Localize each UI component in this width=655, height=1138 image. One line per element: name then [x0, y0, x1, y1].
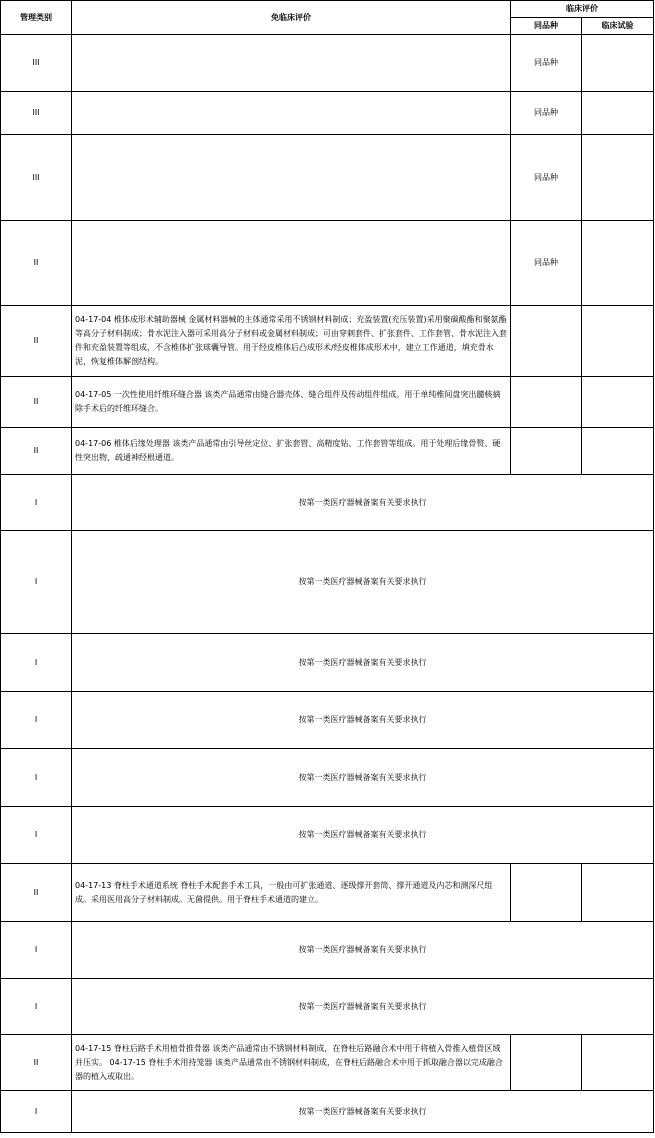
filing-requirement-cell: 按第一类医疗器械备案有关要求执行 [72, 922, 654, 979]
table-row [1, 35, 654, 92]
header-exempt: 免临床评价 [72, 1, 511, 35]
category-cell: I [1, 531, 72, 634]
table-row [1, 377, 654, 428]
same-type-cell: 同品种 [511, 35, 582, 92]
header-same-type: 同品种 [511, 18, 582, 35]
table-row [1, 634, 654, 692]
trial-cell [582, 428, 654, 475]
table-row [1, 749, 654, 807]
category-cell: III [1, 92, 72, 135]
header-category: 管理类别 [1, 1, 72, 35]
evaluation-cell: 04-17-15 脊柱后路手术用植骨推骨器 该类产品通常由不锈钢材料制成，在脊柱后路融合术中用于将植入骨推入植骨区域并压实。 04-17-15 脊柱手术用持笼器 该类产品通常由不锈钢材料制成，在脊柱后路融合术中用于抓取融合器以完成融合器的植入或取出。 [72, 1035, 511, 1091]
filing-requirement-cell: 按第一类医疗器械备案有关要求执行 [72, 749, 654, 807]
category-cell: III [1, 35, 72, 92]
table-row [1, 531, 654, 634]
category-cell: II [1, 1035, 72, 1091]
filing-requirement-cell: 按第一类医疗器械备案有关要求执行 [72, 475, 654, 531]
table-row [1, 92, 654, 135]
evaluation-cell [72, 135, 511, 221]
same-type-cell [511, 306, 582, 377]
table-row [1, 979, 654, 1035]
same-type-cell: 同品种 [511, 221, 582, 306]
category-cell: II [1, 428, 72, 475]
table-row [1, 1091, 654, 1133]
same-type-cell: 同品种 [511, 92, 582, 135]
filing-requirement-cell: 按第一类医疗器械备案有关要求执行 [72, 634, 654, 692]
category-cell: III [1, 135, 72, 221]
trial-cell [582, 35, 654, 92]
trial-cell [582, 1035, 654, 1091]
table-row [1, 864, 654, 922]
same-type-cell [511, 428, 582, 475]
table-row [1, 475, 654, 531]
table-row [1, 135, 654, 221]
category-cell: II [1, 306, 72, 377]
same-type-cell [511, 1035, 582, 1091]
same-type-cell [511, 377, 582, 428]
table-row [1, 692, 654, 749]
trial-cell [582, 306, 654, 377]
trial-cell [582, 221, 654, 306]
table-row [1, 922, 654, 979]
trial-cell [582, 864, 654, 922]
filing-requirement-cell: 按第一类医疗器械备案有关要求执行 [72, 979, 654, 1035]
table-row [1, 428, 654, 475]
category-cell: I [1, 807, 72, 864]
table-row [1, 221, 654, 306]
category-cell: I [1, 749, 72, 807]
evaluation-cell: 04-17-04 椎体成形术辅助器械 金属材料器械的主体通常采用不锈钢材料制成；充盈装置(充压装置)采用聚碳酸酯和聚氨酯等高分子材料制成；骨水泥注入器可采用高分子材料或金属材料制成；可由穿刺套件、扩张套件、工作套管、骨水泥注入套件和充盈装置等组成，不含椎体扩张球囊导管。用于经皮椎体后凸成形术/经皮椎体成形术中，建立工作通道，填充骨水泥，恢复椎体解剖结构。 [72, 306, 511, 377]
evaluation-cell [72, 221, 511, 306]
category-cell: I [1, 692, 72, 749]
category-cell: II [1, 221, 72, 306]
trial-cell [582, 135, 654, 221]
header-clinical: 临床评价 [511, 1, 654, 18]
category-cell: I [1, 1091, 72, 1133]
evaluation-cell: 04-17-06 椎体后缘处理器 该类产品通常由引导丝定位、扩张套管、高精度钻、工作套管等组成。用于处理后缘骨赘、硬性突出物，疏通神经根通道。 [72, 428, 511, 475]
table-row [1, 306, 654, 377]
table-row [1, 807, 654, 864]
filing-requirement-cell: 按第一类医疗器械备案有关要求执行 [72, 531, 654, 634]
category-cell: I [1, 979, 72, 1035]
category-cell: I [1, 922, 72, 979]
filing-requirement-cell: 按第一类医疗器械备案有关要求执行 [72, 807, 654, 864]
trial-cell [582, 377, 654, 428]
category-cell: I [1, 634, 72, 692]
evaluation-cell [72, 35, 511, 92]
header-trial: 临床试验 [582, 18, 654, 35]
same-type-cell [511, 864, 582, 922]
evaluation-cell: 04-17-13 脊柱手术通道系统 脊柱手术配套手术工具，一般由可扩张通道、逐级撑开套筒、撑开通道及内芯和测深尺组成。采用医用高分子材料制成。无菌提供。用于脊柱手术通道的建立。 [72, 864, 511, 922]
category-cell: I [1, 475, 72, 531]
category-cell: II [1, 377, 72, 428]
table-row [1, 1035, 654, 1091]
filing-requirement-cell: 按第一类医疗器械备案有关要求执行 [72, 692, 654, 749]
category-cell: II [1, 864, 72, 922]
evaluation-cell [72, 92, 511, 135]
same-type-cell: 同品种 [511, 135, 582, 221]
filing-requirement-cell: 按第一类医疗器械备案有关要求执行 [72, 1091, 654, 1133]
trial-cell [582, 92, 654, 135]
evaluation-cell: 04-17-05 一次性使用纤维环缝合器 该类产品通常由缝合器壳体、缝合组件及传动组件组成。用于单纯椎间盘突出髓核摘除手术后的纤维环缝合。 [72, 377, 511, 428]
